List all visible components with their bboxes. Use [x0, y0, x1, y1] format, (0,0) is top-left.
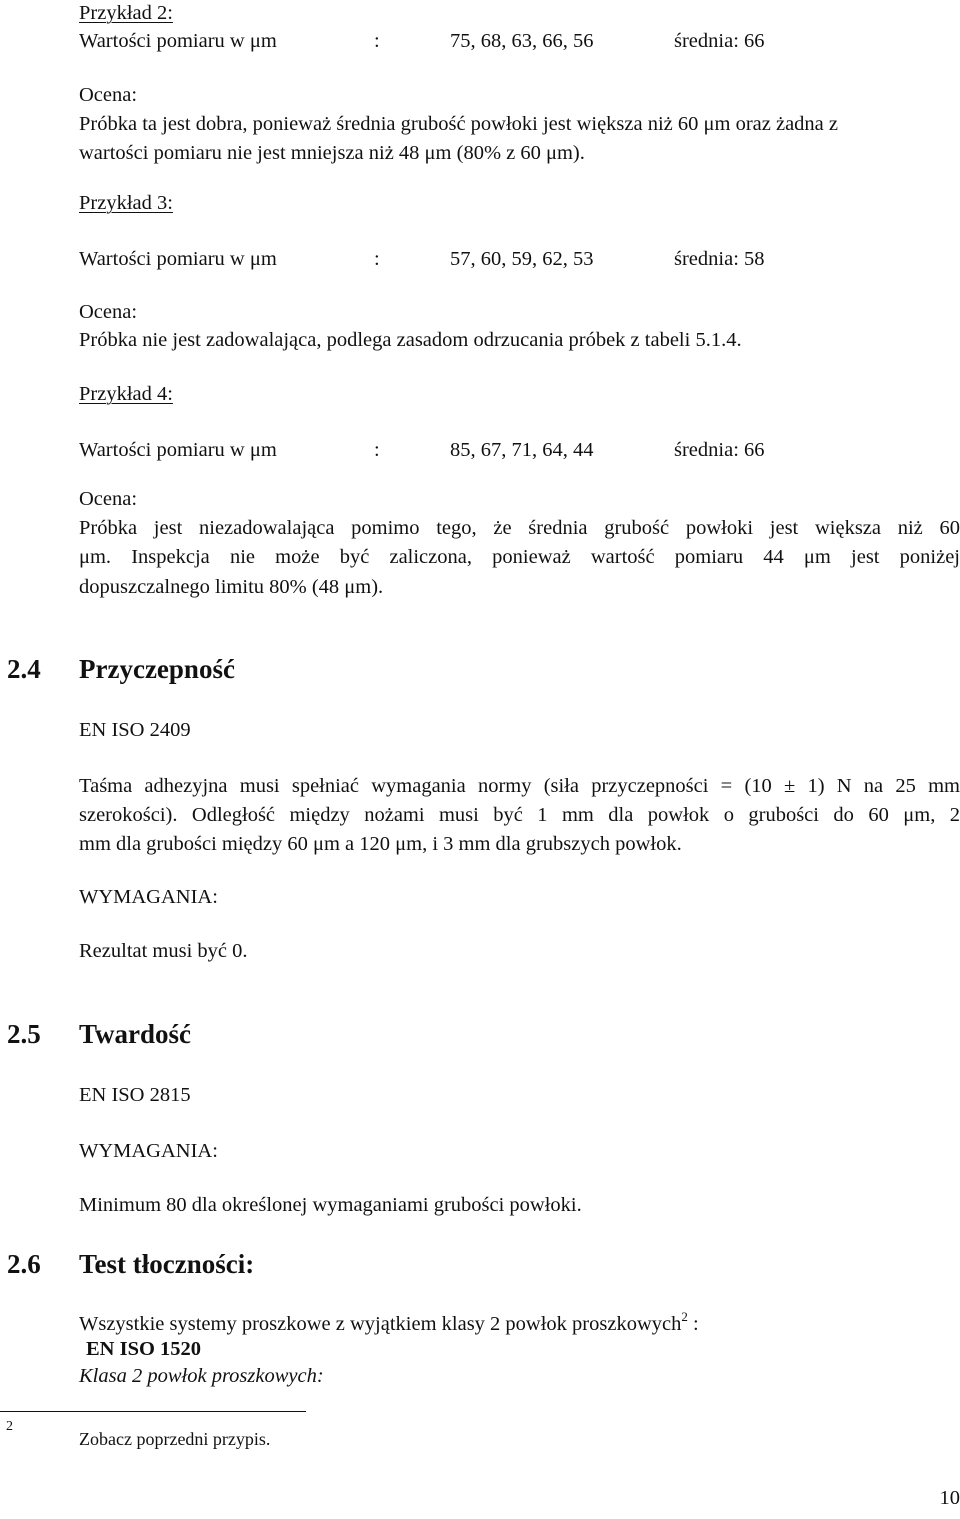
example-4-ocena-line-2: μm. Inspekcja nie może być zaliczona, ponieważ wartość pomiaru 44 μm jest poniżej: [79, 546, 960, 568]
section-2-6-line-1-text: Wszystkie systemy proszkowe z wyjątkiem klasy 2 powłok proszkowych: [79, 1313, 682, 1335]
section-2-6-standard: EN ISO 1520: [86, 1338, 202, 1360]
example-2-ocena-line-1: Próbka ta jest dobra, ponieważ średnia grubość powłoki jest większa niż 60 μm oraz żadna z: [79, 113, 839, 135]
measurement-label: Wartości pomiaru w μm: [79, 248, 277, 270]
measurement-mean: średnia: 58: [674, 248, 765, 270]
section-2-5-title: Twardość: [79, 1019, 191, 1049]
section-2-4-number: 2.4: [7, 654, 41, 684]
measurement-values: 75, 68, 63, 66, 56: [450, 30, 594, 52]
section-2-6-line-1-colon: :: [692, 1313, 699, 1335]
example-4-ocena-line-3: dopuszczalnego limitu 80% (48 μm).: [79, 576, 384, 598]
example-4-ocena-line-1: Próbka jest niezadowalająca pomimo tego, że średnia grubość powłoki jest większa niż 60: [79, 517, 960, 539]
section-2-6-title: Test tłoczności:: [79, 1249, 255, 1279]
section-2-4-line-1: Taśma adhezyjna musi spełniać wymagania normy (siła przyczepności = (10 ± 1) N na 25 mm: [79, 775, 960, 797]
footnote-mark: 2: [6, 1419, 13, 1434]
measurement-colon: :: [374, 439, 380, 461]
footnote-separator: [0, 1411, 306, 1412]
measurement-colon: :: [374, 248, 380, 270]
measurement-colon: :: [374, 30, 380, 52]
example-3-title: Przykład 3:: [79, 192, 173, 214]
footnote-reference: 2: [681, 1309, 688, 1324]
example-4-ocena-label: Ocena:: [79, 488, 138, 510]
measurement-mean: średnia: 66: [674, 439, 765, 461]
example-4-title: Przykład 4:: [79, 383, 173, 405]
section-2-4-requirements-label: WYMAGANIA:: [79, 886, 218, 908]
section-2-6-number: 2.6: [7, 1249, 41, 1279]
section-2-4-line-2: szerokości). Odległość między nożami musi być 1 mm dla powłok o grubości do 60 μm, 2: [79, 804, 960, 826]
section-2-6-class2-label: Klasa 2 powłok proszkowych:: [79, 1365, 324, 1387]
measurement-label: Wartości pomiaru w μm: [79, 30, 277, 52]
section-2-4-title: Przyczepność: [79, 654, 235, 684]
section-2-4-standard: EN ISO 2409: [79, 719, 191, 741]
example-3-ocena-line-1: Próbka nie jest zadowalająca, podlega zasadom odrzucania próbek z tabeli 5.1.4.: [79, 329, 742, 351]
example-3-ocena-label: Ocena:: [79, 301, 138, 323]
section-2-5-number: 2.5: [7, 1019, 41, 1049]
section-2-5-requirements-text: Minimum 80 dla określonej wymaganiami grubości powłoki.: [79, 1194, 582, 1216]
footnote-text: Zobacz poprzedni przypis.: [79, 1429, 271, 1449]
section-2-4-requirements-text: Rezultat musi być 0.: [79, 940, 248, 962]
measurement-values: 85, 67, 71, 64, 44: [450, 439, 594, 461]
example-2-ocena-label: Ocena:: [79, 84, 138, 106]
measurement-values: 57, 60, 59, 62, 53: [450, 248, 594, 270]
section-2-5-standard: EN ISO 2815: [79, 1084, 191, 1106]
section-2-5-requirements-label: WYMAGANIA:: [79, 1140, 218, 1162]
section-2-6-line-1: [79, 1309, 699, 1335]
measurement-mean: średnia: 66: [674, 30, 765, 52]
measurement-label: Wartości pomiaru w μm: [79, 439, 277, 461]
section-2-4-line-3: mm dla grubości między 60 μm a 120 μm, i 3 mm dla grubszych powłok.: [79, 833, 682, 855]
example-2-ocena-line-2: wartości pomiaru nie jest mniejsza niż 48 μm (80% z 60 μm).: [79, 142, 585, 164]
page-number: 10: [939, 1487, 960, 1509]
example-2-title: Przykład 2:: [79, 2, 173, 24]
